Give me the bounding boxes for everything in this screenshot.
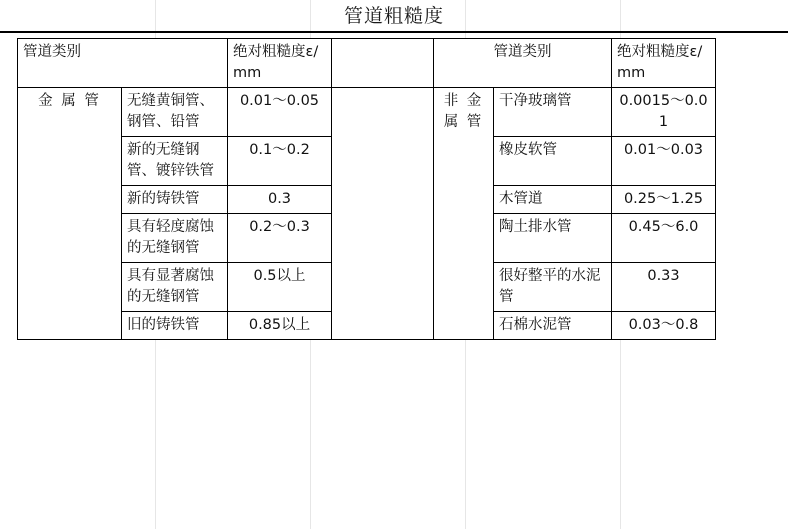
pipe-roughness: 0.01～0.03 xyxy=(612,137,716,186)
pipe-name: 石棉水泥管 xyxy=(494,312,612,340)
pipe-roughness: 0.33 xyxy=(612,263,716,312)
pipe-roughness: 0.25～1.25 xyxy=(612,186,716,214)
pipe-roughness: 0.0015～0.01 xyxy=(612,88,716,137)
pipe-roughness: 0.3 xyxy=(228,186,332,214)
category-metal: 金 属 管 xyxy=(18,88,122,340)
pipe-name: 具有轻度腐蚀的无缝钢管 xyxy=(122,214,228,263)
table-spacer xyxy=(332,39,434,88)
pipe-name: 新的铸铁管 xyxy=(122,186,228,214)
pipe-roughness: 0.1～0.2 xyxy=(228,137,332,186)
pipe-name: 橡皮软管 xyxy=(494,137,612,186)
pipe-roughness: 0.5以上 xyxy=(228,263,332,312)
pipe-name: 旧的铸铁管 xyxy=(122,312,228,340)
table-spacer xyxy=(332,88,434,340)
pipe-name: 无缝黄铜管、钢管、铅管 xyxy=(122,88,228,137)
pipe-roughness: 0.03～0.8 xyxy=(612,312,716,340)
pipe-roughness: 0.2～0.3 xyxy=(228,214,332,263)
pipe-name: 具有显著腐蚀的无缝钢管 xyxy=(122,263,228,312)
pipe-name: 陶土排水管 xyxy=(494,214,612,263)
table-header-row xyxy=(18,39,716,88)
title-divider xyxy=(0,31,788,33)
header-category-right: 管道类别 xyxy=(434,39,612,88)
pipe-roughness: 0.85以上 xyxy=(228,312,332,340)
pipe-roughness-table xyxy=(17,38,716,340)
page-title: 管道粗糙度 xyxy=(343,5,444,27)
pipe-roughness: 0.45～6.0 xyxy=(612,214,716,263)
table-row xyxy=(18,88,716,137)
pipe-name: 很好整平的水泥管 xyxy=(494,263,612,312)
category-nonmetal: 非 金 属 管 xyxy=(434,88,494,340)
header-category-left: 管道类别 xyxy=(18,39,228,88)
pipe-name: 干净玻璃管 xyxy=(494,88,612,137)
pipe-roughness: 0.01～0.05 xyxy=(228,88,332,137)
pipe-name: 新的无缝钢管、镀锌铁管 xyxy=(122,137,228,186)
header-roughness-left: 绝对粗糙度ε/mm xyxy=(228,39,332,88)
title-bar xyxy=(0,0,788,33)
header-roughness-right: 绝对粗糙度ε/mm xyxy=(612,39,716,88)
pipe-name: 木管道 xyxy=(494,186,612,214)
